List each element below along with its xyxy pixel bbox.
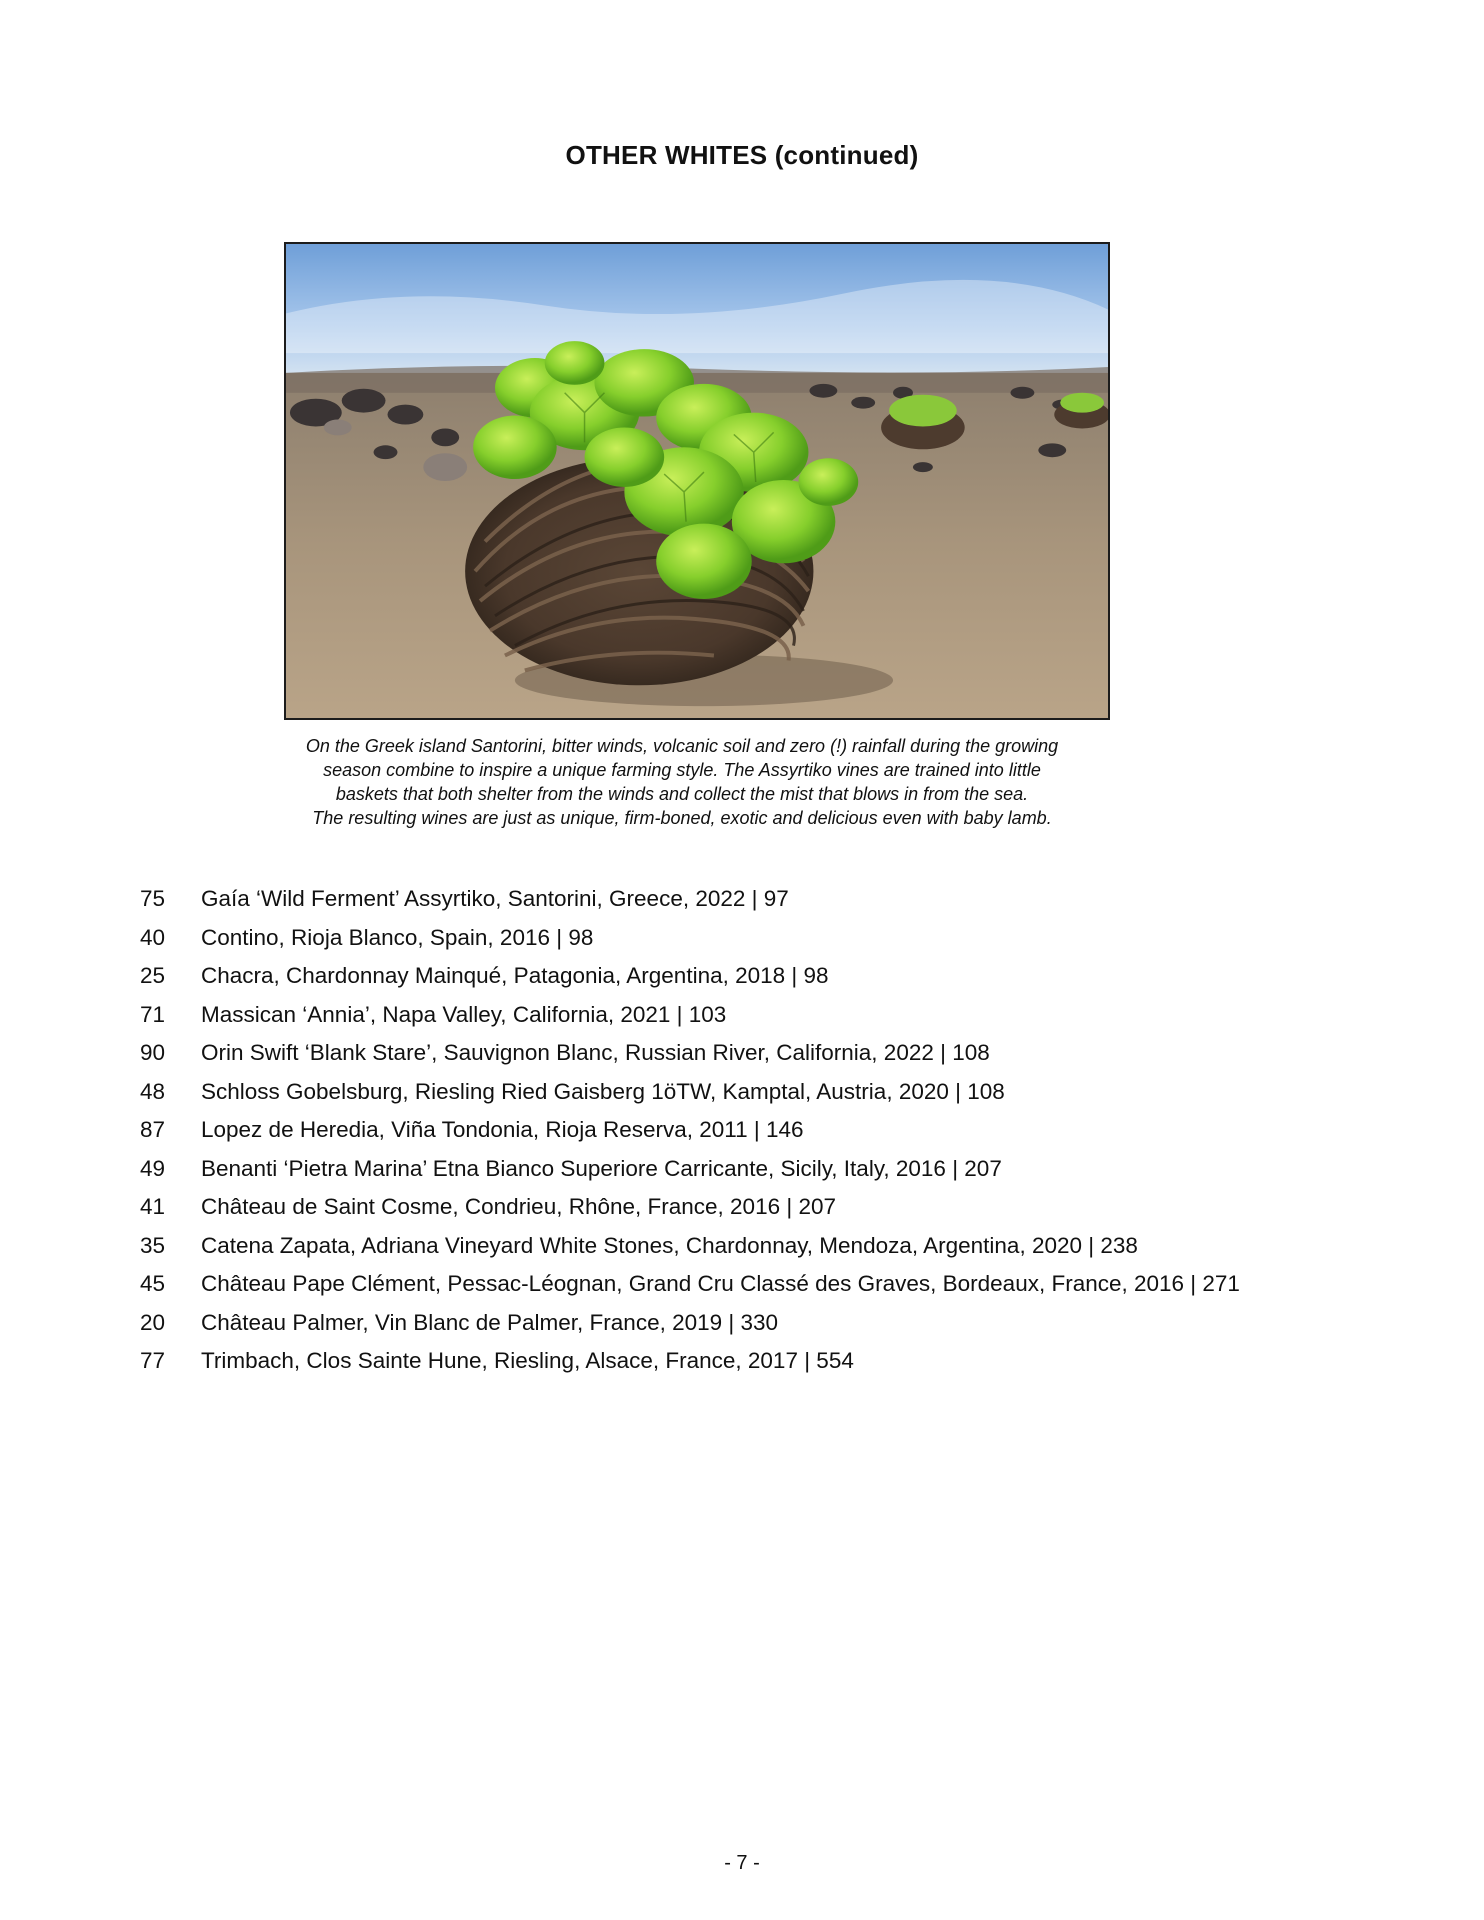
wine-row bbox=[140, 1265, 1360, 1304]
wine-description: Château Palmer, Vin Blanc de Palmer, France, 2019 | 330 bbox=[201, 1309, 779, 1335]
wine-bin-number: 77 bbox=[140, 1348, 166, 1374]
wine-description: Orin Swift ‘Blank Stare’, Sauvignon Blanc, Russian River, California, 2022 | 108 bbox=[201, 1040, 990, 1066]
wine-description: Château de Saint Cosme, Condrieu, Rhône, France, 2016 | 207 bbox=[201, 1194, 836, 1220]
wine-description: Catena Zapata, Adriana Vineyard White Stones, Chardonnay, Mendoza, Argentina, 2020 | 238 bbox=[201, 1232, 1138, 1258]
wine-description: Benanti ‘Pietra Marina’ Etna Bianco Superiore Carricante, Sicily, Italy, 2016 | 207 bbox=[201, 1155, 1002, 1181]
santorini-vine-photo bbox=[284, 242, 1110, 720]
wine-row bbox=[140, 1342, 1360, 1381]
wine-bin-number: 40 bbox=[140, 924, 166, 950]
wine-description: Château Pape Clément, Pessac-Léognan, Grand Cru Classé des Graves, Bordeaux, France, 2016 | 271 bbox=[201, 1271, 1240, 1297]
wine-list bbox=[140, 880, 1360, 1381]
wine-row bbox=[140, 880, 1360, 919]
wine-description: Trimbach, Clos Sainte Hune, Riesling, Alsace, France, 2017 | 554 bbox=[201, 1348, 854, 1374]
wine-description: Massican ‘Annia’, Napa Valley, California, 2021 | 103 bbox=[201, 1001, 727, 1027]
wine-bin-number: 87 bbox=[140, 1117, 166, 1143]
page-number: - 7 - bbox=[724, 1852, 760, 1874]
wine-row bbox=[140, 1227, 1360, 1266]
wine-row bbox=[140, 1073, 1360, 1112]
photo-illustration bbox=[286, 244, 1108, 718]
wine-bin-number: 75 bbox=[140, 886, 166, 912]
wine-bin-number: 71 bbox=[140, 1001, 166, 1027]
wine-bin-number: 41 bbox=[140, 1194, 166, 1220]
caption-line: On the Greek island Santorini, bitter winds, volcanic soil and zero (!) rainfall during the growing bbox=[305, 736, 1059, 756]
wine-row bbox=[140, 1304, 1360, 1343]
wine-description: Lopez de Heredia, Viña Tondonia, Rioja Reserva, 2011 | 146 bbox=[201, 1117, 804, 1143]
caption-line: season combine to inspire a unique farming style. The Assyrtiko vines are trained into little bbox=[323, 760, 1041, 780]
wine-bin-number: 48 bbox=[140, 1078, 166, 1104]
wine-bin-number: 45 bbox=[140, 1271, 166, 1297]
wine-bin-number: 49 bbox=[140, 1155, 166, 1181]
caption-line: The resulting wines are just as unique, firm-boned, exotic and delicious even with baby lamb. bbox=[312, 808, 1052, 828]
wine-row bbox=[140, 919, 1360, 958]
wine-description: Gaía ‘Wild Ferment’ Assyrtiko, Santorini, Greece, 2022 | 97 bbox=[201, 886, 789, 912]
caption-line: baskets that both shelter from the winds and collect the mist that blows in from the sea. bbox=[335, 784, 1029, 804]
wine-bin-number: 25 bbox=[140, 963, 166, 989]
wine-row bbox=[140, 1111, 1360, 1150]
wine-row bbox=[140, 957, 1360, 996]
wine-row bbox=[140, 1150, 1360, 1189]
wine-bin-number: 20 bbox=[140, 1309, 166, 1335]
wine-row bbox=[140, 1188, 1360, 1227]
page-title: OTHER WHITES (continued) bbox=[565, 140, 919, 170]
wine-bin-number: 90 bbox=[140, 1040, 166, 1066]
photo-caption bbox=[242, 734, 1122, 830]
wine-description: Schloss Gobelsburg, Riesling Ried Gaisberg 1öTW, Kamptal, Austria, 2020 | 108 bbox=[201, 1078, 1005, 1104]
wine-description: Contino, Rioja Blanco, Spain, 2016 | 98 bbox=[201, 924, 594, 950]
wine-description: Chacra, Chardonnay Mainqué, Patagonia, Argentina, 2018 | 98 bbox=[201, 963, 829, 989]
wine-bin-number: 35 bbox=[140, 1232, 166, 1258]
wine-row bbox=[140, 996, 1360, 1035]
wine-row bbox=[140, 1034, 1360, 1073]
